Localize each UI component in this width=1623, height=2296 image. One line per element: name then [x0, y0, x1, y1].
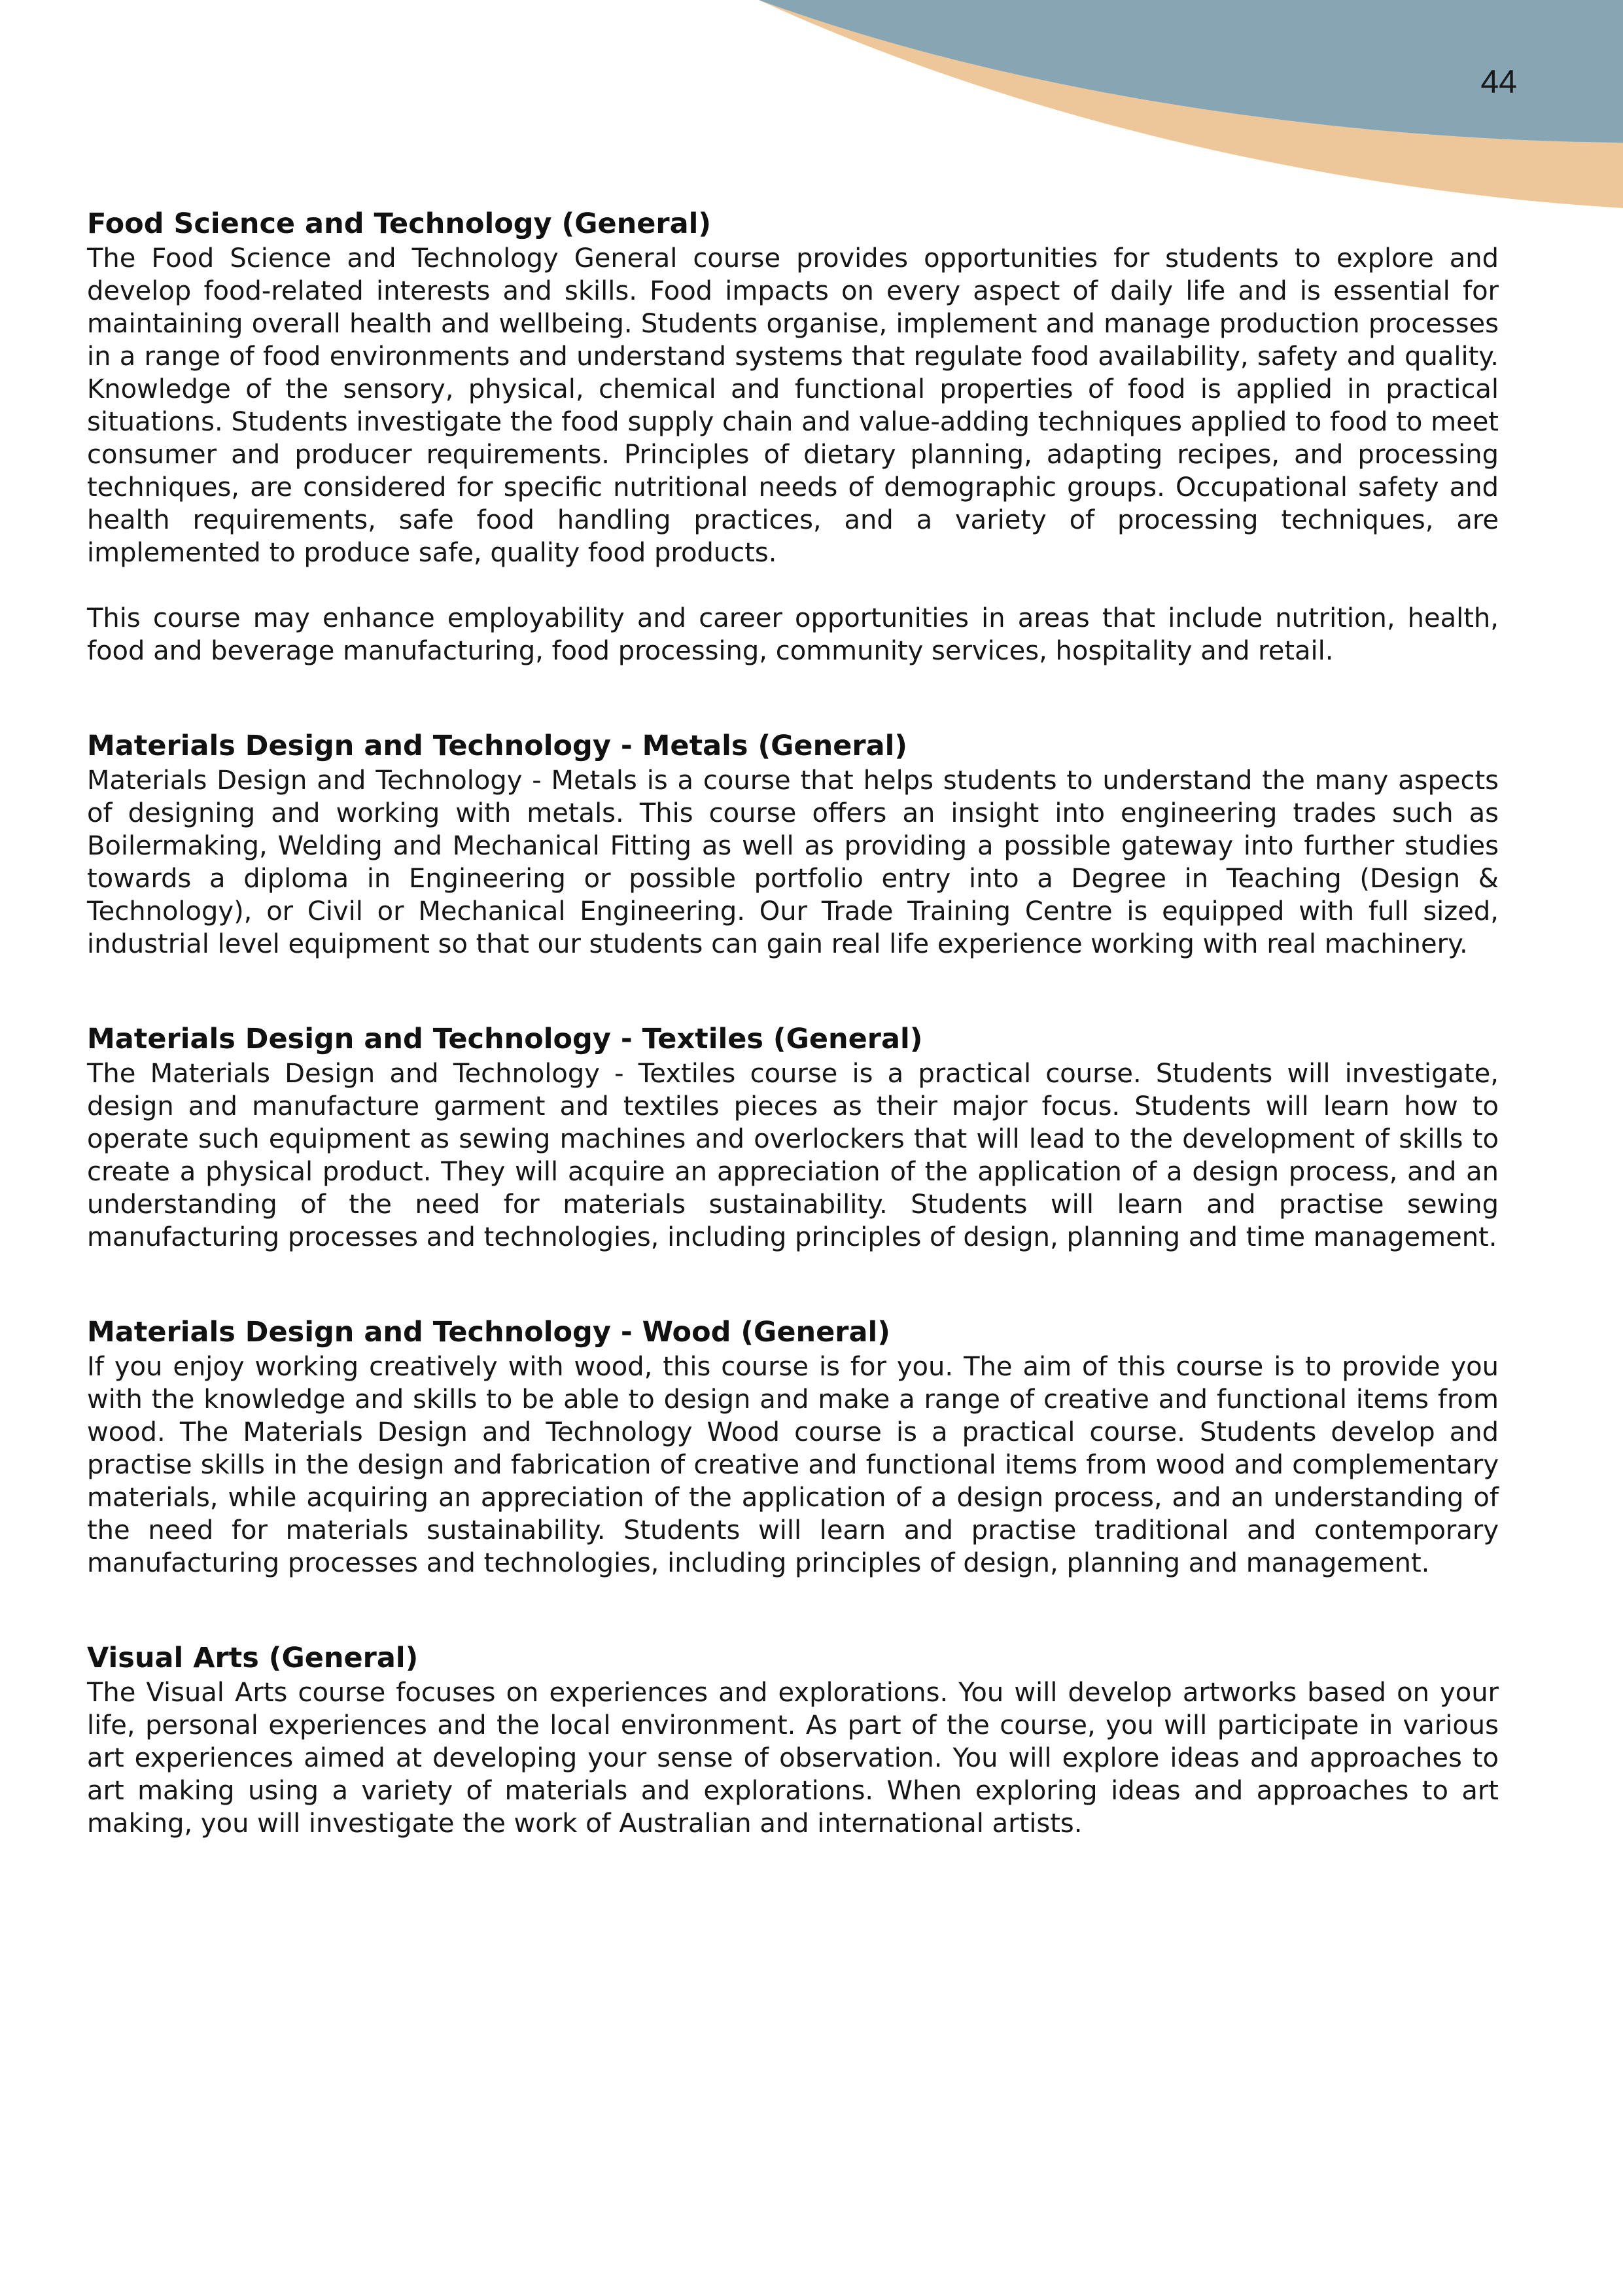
section-paragraph: The Food Science and Technology General course provides opportunities for students to explore and develop food-related interests and skills. Food impacts on every aspect of daily life and is essential for maintaining overall health and wellbeing. Students organise, implement and manage production processes in a range of food environments and understand systems that regulate food availability, safety and quality. Knowledge of the sensory, physical, chemical and functional properties of food is applied in practical situations. Students investigate the food supply chain and value-adding techniques applied to food to meet consumer and producer requirements. Principles of dietary planning, adapting recipes, and processing techniques, are considered for specific nutritional needs of demographic groups. Occupational safety and health requirements, safe food handling practices, and a variety of processing techniques, are implemented to produce safe, quality food products. — [87, 243, 1499, 568]
section-paragraph: The Visual Arts course focuses on experiences and explorations. You will develop artworks based on your life, personal experiences and the local environment. As part of the course, you will participate in various art experiences aimed at developing your sense of observation. You will explore ideas and approaches to art making using a variety of materials and explorations. When exploring ideas and approaches to art making, you will investigate the work of Australian and international artists. — [87, 1678, 1499, 1839]
section-title: Materials Design and Technology - Metals (General) — [87, 730, 907, 762]
section-title: Materials Design and Technology - Textiles (General) — [87, 1023, 923, 1055]
course-textiles — [87, 1018, 1499, 1254]
course-metals — [87, 725, 1499, 961]
section-paragraph: Materials Design and Technology - Metals is a course that helps students to understand the many aspects of designing and working with metals. This course offers an insight into engineering trades such as Boilermaking, Welding and Mechanical Fitting as well as providing a possible gateway into further studies towards a diploma in Engineering or possible portfolio entry into a Degree in Teaching (Design & Technology), or Civil or Mechanical Engineering. Our Trade Training Centre is equipped with full sized, industrial level equipment so that our students can gain real life experience working with real machinery. — [87, 766, 1499, 959]
section-title: Food Science and Technology (General) — [87, 207, 712, 240]
section-title: Visual Arts (General) — [87, 1642, 419, 1674]
section-title: Materials Design and Technology - Wood (General) — [87, 1316, 890, 1349]
section-paragraph: If you enjoy working creatively with wood, this course is for you. The aim of this course is to provide you with the knowledge and skills to be able to design and make a range of creative and functional items from wood. The Materials Design and Technology Wood course is a practical course. Students develop and practise skills in the design and fabrication of creative and functional items from wood and complementary materials, while acquiring an appreciation of the application of a design process, and an understanding of the need for materials sustainability. Students will learn and practise traditional and contemporary manufacturing processes and technologies, including principles of design, planning and management. — [87, 1352, 1499, 1578]
course-descriptions — [87, 203, 1499, 1840]
course-food-science — [87, 203, 1499, 667]
course-visual-arts — [87, 1637, 1499, 1840]
course-wood — [87, 1311, 1499, 1580]
section-paragraph: The Materials Design and Technology - Textiles course is a practical course. Students will investigate, design and manufacture garment and textiles pieces as their major focus. Students will learn how to operate such equipment as sewing machines and overlockers that will lead to the development of skills to create a physical product. They will acquire an appreciation of the application of a design process, and an understanding of the need for materials sustainability. Students will learn and practise sewing manufacturing processes and technologies, including principles of design, planning and time management. — [87, 1059, 1499, 1252]
section-paragraph: This course may enhance employability and career opportunities in areas that include nutrition, health, food and beverage manufacturing, food processing, community services, hospitality and retail. — [87, 603, 1499, 666]
page-number: 44 — [1480, 63, 1517, 100]
corner-swoosh-decoration — [0, 0, 1623, 209]
